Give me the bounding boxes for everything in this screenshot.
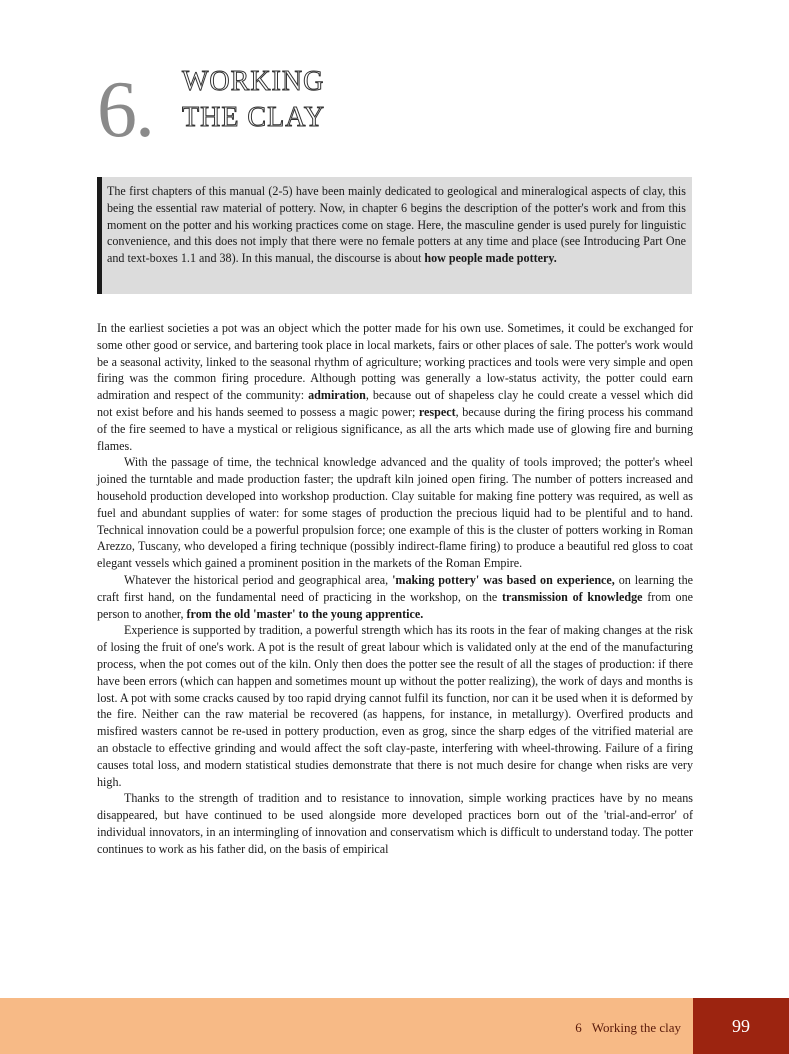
- intro-bold: how people made pottery.: [424, 251, 557, 266]
- footer-chapter-number: 6: [575, 1020, 582, 1035]
- paragraph-1-bold-respect: respect: [418, 404, 456, 419]
- paragraph-1-text-d: , because during the firing process his command of the fire seemed to have a mystical or religious significance, as all the arts which made use of glowing fire and burning flames.: [97, 404, 693, 453]
- paragraph-3-bold-2: transmission of knowledge: [501, 589, 643, 604]
- paragraph-3-text-d: from one person to another,: [97, 589, 693, 621]
- paragraph-3-text-a: Whatever the historical period and geographical area,: [124, 572, 393, 587]
- footer-chapter-title: Working the clay: [591, 1020, 681, 1035]
- paragraph-1: [97, 320, 693, 454]
- body-text: [97, 320, 693, 858]
- paragraph-1-text-c: , because out of shapeless clay he could create a vessel which did not exist before and his hands seemed to possess a magic power;: [97, 388, 693, 419]
- paragraph-1-bold-admiration: admiration: [308, 388, 366, 403]
- paragraph-3-bold-1: 'making pottery' was based on experience,: [392, 572, 615, 587]
- paragraph-1-text-a: In the earliest societies a pot was an object which the potter made for his own use. Sometimes, it could be exchanged for some other good or service, and bartering took place in local markets, fairs or other places of sale. The potter's work would be a seasonal activity, linked to the seasonal rhythm of agriculture; working practices and tools were very simple and open firing was the common firing procedure. Although potting was generally a low-status activity, the potter could earn admiration and respect of the community:: [97, 321, 693, 403]
- paragraph-3: [97, 572, 693, 622]
- paragraph-5: Thanks to the strength of tradition and to resistance to innovation, simple working practices have by no means disappeared, but have continued to be used alongside more developed practices born out of the 'trial-and-error' of individual innovators, in an intermingling of innovation and conservatism which is difficult to understand today. The potter continues to work as his father did, on the basis of empirical: [97, 791, 693, 856]
- paragraph-3-bold-3: from the old 'master' to the young apprentice.: [186, 606, 424, 621]
- paragraph-3-text-c: on learning the craft first hand, on the fundamental need of practicing in the workshop, on the: [97, 572, 694, 604]
- page-number: 99: [693, 998, 789, 1054]
- chapter-title: [182, 64, 325, 136]
- chapter-number: 6.: [97, 66, 153, 154]
- chapter-title-line-2: THE CLAY: [182, 102, 326, 133]
- paragraph-4: Experience is supported by tradition, a powerful strength which has its roots in the fear of making changes at the risk of losing the fruit of one's work. A pot is the result of great labour which is validated only at the end of the manufacturing process, when the pot comes out of the kiln. Only then does the potter see the result of all the stages of production: if there have been errors (which can happen and sometimes mount up without the potter realizing), the work of days and months is lost. A pot with some cracks caused by too rapid drying cannot fulfil its function, nor can it be used when it is deformed by the fire. Neither can the raw material be recovered (as happens, for instance, in metallurgy). Overfired products and misfired wasters cannot be re-used in pottery production, even as grog, since the sharp edges of the vitrified material are an obstacle to effective grinding and would affect the soft clay-paste, interfering with wheel-throwing. Failure of a firing causes total loss, and modern statistical studies demonstrate that there is not much desire for change when risks are very high.: [97, 623, 693, 789]
- footer-band: [0, 998, 693, 1054]
- paragraph-2: With the passage of time, the technical knowledge advanced and the quality of tools improved; the potter's wheel joined the turntable and made production faster; the updraft kiln joined open firing. The number of potters increased and household production developed into workshop production. Clay suitable for making fine pottery was required, as well as fuel and abundant supplies of water: for some stages of production the precious liquid had to be plentiful and to hand. Technical innovation could be a powerful propulsion force; one example of this is the cluster of potters working in Roman Arezzo, Tuscany, who developed a firing technique (possibly indirect-flame firing) to produce a beautiful red gloss to coat elegant vessels which gained a prominent position in the markets of the Roman Empire.: [97, 455, 693, 571]
- intro-text: The first chapters of this manual (2-5) have been mainly dedicated to geological and mineralogical aspects of clay, this being the essential raw material of pottery. Now, in chapter 6 begins the description of the potter's work and from this moment on the potter and his working practices come on stage. Here, the masculine gender is used purely for linguistic convenience, and this does not imply that there were no female potters at any time and place (see Introducing Part One and text-boxes 1.1 and 38). In this manual, the discourse is about: [107, 184, 686, 266]
- chapter-title-line-1: WORKING: [182, 66, 325, 97]
- footer-chapter-label: [575, 1020, 681, 1036]
- intro-box: [97, 177, 692, 294]
